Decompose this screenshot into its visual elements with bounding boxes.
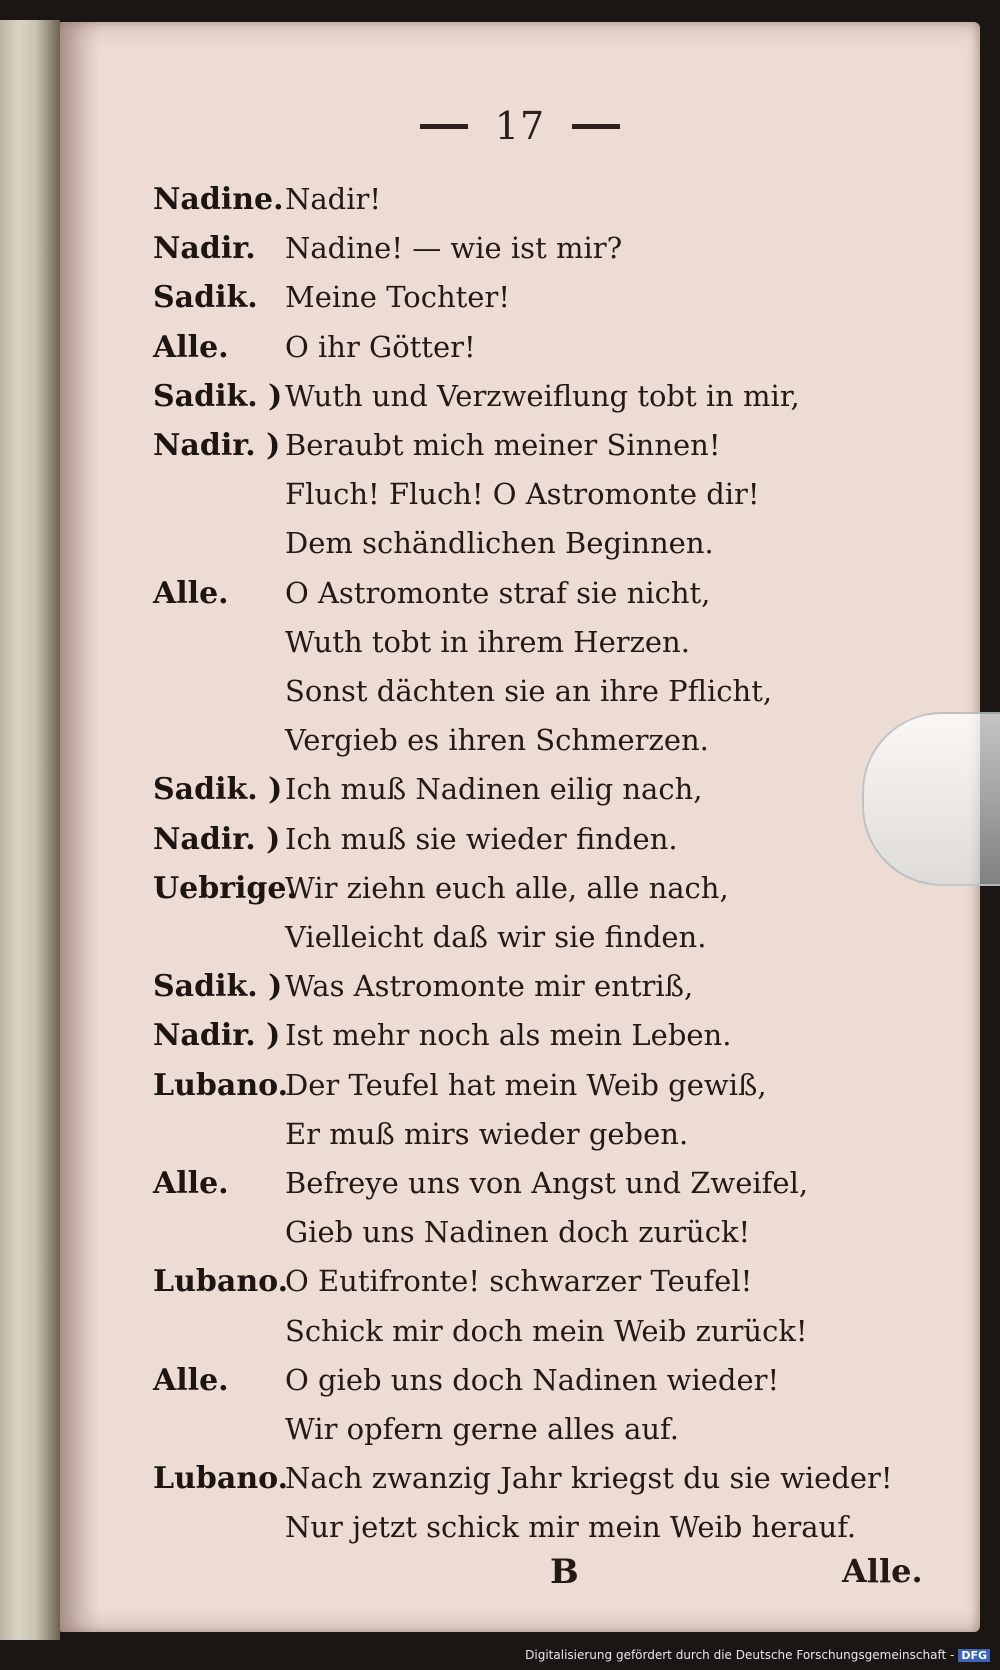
verse-text: Dem schändlichen Beginnen. xyxy=(285,526,714,561)
verse-line xyxy=(60,1314,920,1362)
verse-line xyxy=(60,674,920,722)
verse-text: Gieb uns Nadinen doch zurück! xyxy=(285,1215,751,1250)
verse-line xyxy=(60,1068,920,1116)
verse-text: Meine Tochter! xyxy=(285,280,510,315)
verse-line xyxy=(60,231,920,279)
verse-line xyxy=(60,772,920,820)
verse-text: Nadine! — wie ist mir? xyxy=(285,231,623,266)
verse-line xyxy=(60,1264,920,1312)
speaker-name: Alle. xyxy=(153,575,229,611)
digitization-credit xyxy=(525,1648,990,1662)
verse-line xyxy=(60,379,920,427)
verse-text: Wir ziehn euch alle, alle nach, xyxy=(285,870,729,905)
speaker-name: Uebrige. xyxy=(153,870,297,906)
verse-line xyxy=(60,871,920,919)
speaker-name: Alle. xyxy=(153,1362,229,1398)
speaker-name: Sadik. ) xyxy=(153,772,283,808)
verse-text: O ihr Götter! xyxy=(285,329,476,364)
verse-line xyxy=(60,526,920,574)
verse-line xyxy=(60,1510,920,1558)
verse-line xyxy=(60,330,920,378)
verse-line xyxy=(60,920,920,968)
verse-text: Ist mehr noch als mein Leben. xyxy=(285,1018,732,1053)
verse-line xyxy=(60,1117,920,1165)
verse-text: Ich muß Nadinen eilig nach, xyxy=(285,772,703,807)
speaker-name: Lubano. xyxy=(153,1264,289,1300)
verse-line xyxy=(60,1363,920,1411)
speaker-name: Nadir. ) xyxy=(153,821,281,857)
speaker-name: Nadir. xyxy=(153,231,256,267)
verse-text: Nur jetzt schick mir mein Weib herauf. xyxy=(285,1510,857,1545)
verse-line xyxy=(60,969,920,1017)
verse-text: Wir opfern gerne alles auf. xyxy=(285,1412,679,1446)
verse-text: Was Astromonte mir entriß, xyxy=(285,969,694,1004)
verse-line xyxy=(60,280,920,328)
verse-text: Wuth tobt in ihrem Herzen. xyxy=(285,624,690,659)
verse-line xyxy=(60,1215,920,1263)
verse-line xyxy=(60,625,920,673)
verse-text: Wuth und Verzweiflung tobt in mir, xyxy=(285,378,800,413)
speaker-name: Nadine. xyxy=(153,182,284,217)
verse-text: O Astromonte straf sie nicht, xyxy=(285,575,711,610)
verse-text: Sonst dächten sie an ihre Pflicht, xyxy=(285,674,773,708)
speaker-name: Lubano. xyxy=(153,1067,289,1103)
verse-line xyxy=(60,182,920,230)
verse-line xyxy=(60,1166,920,1214)
signature-mark: B xyxy=(550,1552,579,1592)
verse-text: Fluch! Fluch! O Astromonte dir! xyxy=(285,477,760,512)
dfg-logo: DFG xyxy=(958,1649,990,1662)
facing-page-edge xyxy=(0,20,60,1640)
verse-text: Nach zwanzig Jahr kriegst du sie wieder! xyxy=(285,1461,893,1496)
credit-text: Digitalisierung gefördert durch die Deutsche Forschungsgemeinschaft - xyxy=(525,1648,955,1662)
verse-text: Befreye uns von Angst und Zweifel, xyxy=(285,1166,809,1200)
verse-line xyxy=(60,477,920,525)
verse-line xyxy=(60,1412,920,1460)
verse-line xyxy=(60,822,920,870)
verse-text: Schick mir doch mein Weib zurück! xyxy=(285,1313,808,1348)
speaker-name: Lubano. xyxy=(153,1461,289,1497)
book-page xyxy=(60,22,980,1632)
verse-text: O gieb uns doch Nadinen wieder! xyxy=(285,1362,780,1397)
speaker-name: Sadik. xyxy=(153,280,258,316)
verse-line xyxy=(60,1018,920,1066)
catchword: Alle. xyxy=(842,1552,923,1590)
speaker-name: Alle. xyxy=(153,1166,229,1201)
verse-line xyxy=(60,428,920,476)
verse-text: O Eutifronte! schwarzer Teufel! xyxy=(285,1264,753,1299)
verse-text: Er muß mirs wieder geben. xyxy=(285,1116,689,1151)
verse-text: Der Teufel hat mein Weib gewiß, xyxy=(285,1067,767,1102)
verse-text: Nadir! xyxy=(285,182,382,216)
verse-text: Vielleicht daß wir sie finden. xyxy=(285,920,707,954)
speaker-name: Sadik. ) xyxy=(153,378,283,414)
page-clip xyxy=(862,712,1000,886)
verse-text: Beraubt mich meiner Sinnen! xyxy=(285,428,721,462)
speaker-name: Sadik. ) xyxy=(153,969,283,1005)
verse-text: Ich muß sie wieder finden. xyxy=(285,821,678,856)
libretto-text xyxy=(60,22,980,1632)
speaker-name: Nadir. ) xyxy=(153,428,281,463)
verse-text: Vergieb es ihren Schmerzen. xyxy=(285,723,709,758)
speaker-name: Alle. xyxy=(153,329,229,365)
page-number: 17 xyxy=(494,104,546,148)
verse-line xyxy=(60,723,920,771)
speaker-name: Nadir. ) xyxy=(153,1018,281,1054)
verse-line xyxy=(60,1461,920,1509)
verse-line xyxy=(60,576,920,624)
